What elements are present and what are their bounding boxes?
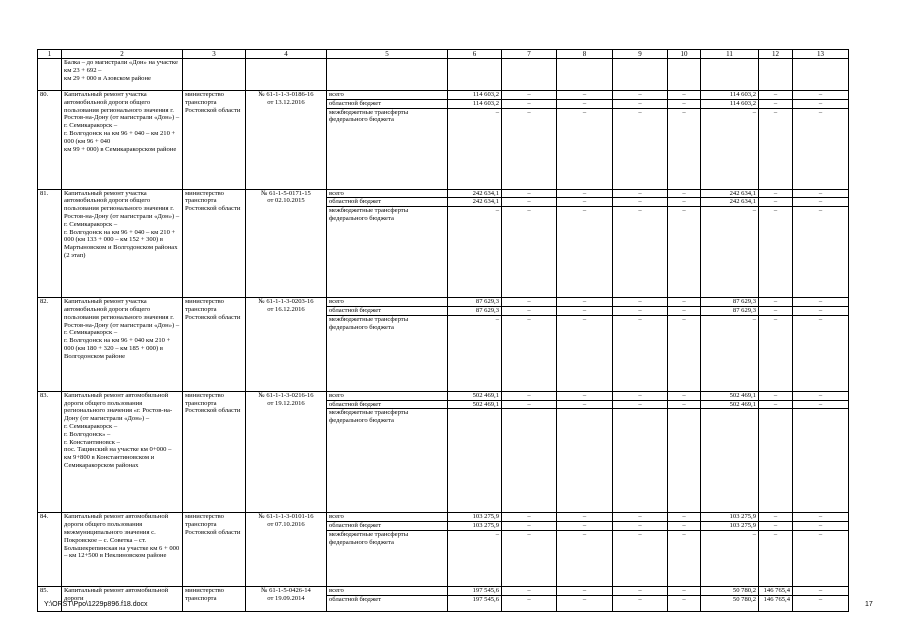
year-value: – — [613, 306, 668, 315]
year-value: – — [613, 198, 668, 207]
year-value: – — [793, 298, 849, 307]
header-cell: 11 — [701, 50, 759, 59]
year-value: – — [613, 315, 668, 391]
year-value: – — [613, 99, 668, 108]
header-cell: 10 — [668, 50, 701, 59]
year-value: – — [668, 530, 701, 586]
approval-doc: № 61-1-5-0426-14 от 19.09.2014 — [246, 586, 327, 611]
table-row — [38, 513, 849, 522]
year-value: – — [502, 391, 557, 400]
cont-name-cell: Балка – до магистрали «Дон» на участке км 23 + 692 – км 29 + 000 в Азовском районе — [62, 59, 183, 91]
year-value: 103 275,9 — [701, 513, 759, 522]
object-name: Капитальный ремонт автомобильной дороги общего пользования межмуниципального значения с. Покровское – с. Советка – ст. Большекрепинская на участке км 6 + 000 – км 12+500 в Неклиновском районе — [62, 513, 183, 587]
empty-cell — [183, 59, 246, 91]
customer-org: министерство транспорта Ростовской области — [183, 298, 246, 392]
year-value: – — [668, 198, 701, 207]
year-value: – — [502, 108, 557, 189]
funding-source: всего — [327, 586, 448, 595]
year-value — [759, 409, 793, 513]
row-number: 83. — [38, 391, 62, 513]
year-value: – — [557, 306, 613, 315]
year-value: – — [613, 513, 668, 522]
year-value: – — [557, 391, 613, 400]
page-number: 17 — [865, 601, 873, 608]
row-number: 85. — [38, 586, 62, 611]
total-value: 242 634,1 — [448, 189, 502, 198]
year-value: – — [793, 99, 849, 108]
year-value: – — [793, 391, 849, 400]
year-value: 87 629,3 — [701, 306, 759, 315]
customer-org: министерство транспорта Ростовской области — [183, 91, 246, 190]
year-value — [701, 409, 759, 513]
row-number: 82. — [38, 298, 62, 392]
year-value: – — [557, 530, 613, 586]
year-value: – — [793, 91, 849, 100]
funding-source: всего — [327, 513, 448, 522]
year-value: – — [668, 522, 701, 531]
customer-org: министерство транспорта Ростовской области — [183, 189, 246, 298]
year-value: – — [668, 189, 701, 198]
year-value: – — [759, 400, 793, 409]
year-value — [502, 409, 557, 513]
approval-doc: № 61-1-1-3-0186-16 от 13.12.2016 — [246, 91, 327, 190]
empty-cell — [246, 59, 327, 91]
total-value: 242 634,1 — [448, 198, 502, 207]
year-value: – — [793, 595, 849, 611]
year-value: – — [502, 189, 557, 198]
year-value: – — [759, 189, 793, 198]
funding-source: всего — [327, 91, 448, 100]
total-value: 502 469,1 — [448, 391, 502, 400]
table-row — [38, 586, 849, 595]
year-value: 146 765,4 — [759, 586, 793, 595]
customer-org: министерство транспорта Ростовской области — [183, 513, 246, 587]
funding-source: областной бюджет — [327, 198, 448, 207]
year-value: – — [557, 207, 613, 298]
year-value: – — [613, 189, 668, 198]
object-name: Капитальный ремонт автомобильной дороги — [62, 586, 183, 611]
year-value: – — [557, 189, 613, 198]
year-value: – — [557, 298, 613, 307]
year-value: – — [557, 99, 613, 108]
document-table — [37, 49, 849, 612]
year-value: 242 634,1 — [701, 189, 759, 198]
object-name: Капитальный ремонт автомобильной дороги общего пользования регионального значения «г. Ростов-на-Дону (от магистрали «Дон») – г. Семикаракорск – г. Волгодонск» – г. Константиновск – пос. Тацинский на участке км 0+000 – км 9+800 в Константиновском и Семикаракорском районах — [62, 391, 183, 513]
year-value: – — [759, 513, 793, 522]
year-value: – — [668, 595, 701, 611]
year-value: – — [502, 315, 557, 391]
header-cell: 8 — [557, 50, 613, 59]
year-value: – — [613, 586, 668, 595]
year-value: – — [668, 400, 701, 409]
year-value: – — [502, 513, 557, 522]
year-value — [793, 409, 849, 513]
empty-cell — [759, 59, 793, 91]
year-value: – — [502, 522, 557, 531]
total-value: – — [448, 315, 502, 391]
year-value: – — [793, 108, 849, 189]
total-value: 103 275,9 — [448, 513, 502, 522]
year-value — [557, 409, 613, 513]
year-value: – — [668, 99, 701, 108]
year-value: – — [701, 207, 759, 298]
header-cell: 3 — [183, 50, 246, 59]
year-value: 146 765,4 — [759, 595, 793, 611]
funding-source: областной бюджет — [327, 400, 448, 409]
year-value: – — [613, 207, 668, 298]
year-value: – — [793, 400, 849, 409]
year-value: – — [701, 108, 759, 189]
header-cell: 9 — [613, 50, 668, 59]
year-value: – — [759, 306, 793, 315]
object-name: Капитальный ремонт участка автомобильной дороги общего пользования регионального значения г. Ростов-на-Дону (от магистрали «Дон») – г. Семикаракорск – г. Волгодонск на км 96 + 040 – км 210 + 000 (км 96 + 040 км 99 + 000) в Семикаракорском районе — [62, 91, 183, 190]
approval-doc: № 61-1-5-0171-15 от 02.10.2015 — [246, 189, 327, 298]
year-value: – — [613, 522, 668, 531]
header-cell: 4 — [246, 50, 327, 59]
year-value: 502 469,1 — [701, 400, 759, 409]
total-value: 114 603,2 — [448, 91, 502, 100]
year-value: 114 603,2 — [701, 99, 759, 108]
total-value: – — [448, 108, 502, 189]
year-value: – — [613, 108, 668, 189]
year-value: – — [613, 91, 668, 100]
funding-source: всего — [327, 298, 448, 307]
empty-cell — [327, 59, 448, 91]
year-value: – — [668, 586, 701, 595]
year-value: – — [759, 99, 793, 108]
year-value: – — [759, 315, 793, 391]
year-value: 103 275,9 — [701, 522, 759, 531]
total-value: 502 469,1 — [448, 400, 502, 409]
header-cell: 7 — [502, 50, 557, 59]
table-row — [38, 189, 849, 198]
year-value: – — [701, 530, 759, 586]
total-value: 197 545,6 — [448, 586, 502, 595]
year-value: – — [668, 306, 701, 315]
table-row — [38, 91, 849, 100]
year-value: – — [793, 207, 849, 298]
year-value: – — [793, 586, 849, 595]
total-value: 103 275,9 — [448, 522, 502, 531]
funding-source: межбюджетные трансферты федерального бюджета — [327, 315, 448, 391]
year-value: 114 603,2 — [701, 91, 759, 100]
year-value: – — [557, 400, 613, 409]
funding-source: межбюджетные трансферты федерального бюджета — [327, 207, 448, 298]
total-value: 87 629,3 — [448, 298, 502, 307]
year-value: 242 634,1 — [701, 198, 759, 207]
year-value: – — [502, 207, 557, 298]
row-number: 81. — [38, 189, 62, 298]
object-name: Капитальный ремонт участка автомобильной дороги общего пользования регионального значения г. Ростов-на-Дону (от магистрали «Дон») – г. Семикаракорск – г. Волгодонск на км 96 + 040 км 210 + 000 (км 180 + 320 – км 185 + 000) в Волгодонском районе — [62, 298, 183, 392]
header-row — [38, 50, 849, 59]
year-value: – — [668, 315, 701, 391]
funding-source: всего — [327, 189, 448, 198]
header-cell: 6 — [448, 50, 502, 59]
year-value: – — [613, 595, 668, 611]
year-value — [668, 409, 701, 513]
year-value: – — [557, 595, 613, 611]
year-value: – — [759, 108, 793, 189]
year-value: – — [759, 298, 793, 307]
file-path-footer: Y:\ORST\Ppo\1229p896.f18.docx — [44, 601, 148, 608]
customer-org: министерство транспорта Ростовской области — [183, 391, 246, 513]
year-value: – — [502, 586, 557, 595]
year-value: – — [502, 400, 557, 409]
customer-org: министерство транспорта — [183, 586, 246, 611]
table-row — [38, 298, 849, 307]
table-row — [38, 391, 849, 400]
year-value: – — [793, 315, 849, 391]
empty-cell — [668, 59, 701, 91]
approval-doc: № 61-1-1-3-0216-16 от 19.12.2016 — [246, 391, 327, 513]
year-value: – — [759, 91, 793, 100]
year-value: – — [759, 522, 793, 531]
year-value: – — [793, 198, 849, 207]
year-value: – — [668, 108, 701, 189]
year-value: – — [668, 91, 701, 100]
year-value: – — [668, 298, 701, 307]
total-value: 197 545,6 — [448, 595, 502, 611]
header-cell: 5 — [327, 50, 448, 59]
year-value: – — [502, 306, 557, 315]
funding-source: межбюджетные трансферты федерального бюджета — [327, 530, 448, 586]
year-value: – — [502, 91, 557, 100]
year-value: – — [793, 530, 849, 586]
approval-doc: № 61-1-1-3-0101-16 от 07.10.2016 — [246, 513, 327, 587]
year-value: – — [502, 595, 557, 611]
year-value: – — [668, 513, 701, 522]
year-value: – — [613, 298, 668, 307]
header-cell: 13 — [793, 50, 849, 59]
year-value: 87 629,3 — [701, 298, 759, 307]
empty-cell — [793, 59, 849, 91]
year-value: – — [668, 391, 701, 400]
total-value: 114 603,2 — [448, 99, 502, 108]
year-value: – — [502, 298, 557, 307]
object-name: Капитальный ремонт участка автомобильной дороги общего пользования регионального значения г. Ростов-на-Дону (от магистрали «Дон») – г. Семикаракорск – г. Волгодонск на км 96 + 040 – км 210 + 000 (км 133 + 000 – км 152 + 300) в Мартыновском и Волгодонском районах (2 этап) — [62, 189, 183, 298]
header-cell: 12 — [759, 50, 793, 59]
continuation-row — [38, 59, 849, 91]
total-value: – — [448, 530, 502, 586]
year-value: – — [502, 99, 557, 108]
approval-doc: № 61-1-1-3-0203-16 от 16.12.2016 — [246, 298, 327, 392]
funding-source: межбюджетные трансферты федерального бюджета — [327, 409, 448, 513]
row-number: 80. — [38, 91, 62, 190]
year-value: – — [793, 513, 849, 522]
empty-cell — [448, 59, 502, 91]
funding-source: областной бюджет — [327, 99, 448, 108]
row-number: 84. — [38, 513, 62, 587]
funding-source: межбюджетные трансферты федерального бюджета — [327, 108, 448, 189]
year-value: – — [668, 207, 701, 298]
year-value: – — [557, 586, 613, 595]
empty-cell — [502, 59, 557, 91]
funding-source: областной бюджет — [327, 522, 448, 531]
year-value: – — [557, 198, 613, 207]
year-value: – — [701, 315, 759, 391]
year-value: – — [759, 530, 793, 586]
year-value: – — [793, 522, 849, 531]
empty-cell — [701, 59, 759, 91]
year-value: – — [557, 522, 613, 531]
total-value — [448, 409, 502, 513]
year-value: – — [557, 315, 613, 391]
funding-source: областной бюджет — [327, 595, 448, 611]
year-value: – — [502, 198, 557, 207]
year-value: – — [502, 530, 557, 586]
header-cell: 2 — [62, 50, 183, 59]
year-value — [613, 409, 668, 513]
year-value: – — [557, 513, 613, 522]
header-cell: 1 — [38, 50, 62, 59]
year-value: – — [759, 207, 793, 298]
year-value: – — [613, 530, 668, 586]
total-value: 87 629,3 — [448, 306, 502, 315]
funding-source: всего — [327, 391, 448, 400]
funding-source: областной бюджет — [327, 306, 448, 315]
year-value: – — [793, 306, 849, 315]
empty-cell — [613, 59, 668, 91]
year-value: – — [613, 391, 668, 400]
empty-cell — [557, 59, 613, 91]
year-value: – — [557, 108, 613, 189]
cont-num-cell — [38, 59, 62, 91]
year-value: – — [759, 391, 793, 400]
year-value: – — [613, 400, 668, 409]
year-value: 50 780,2 — [701, 595, 759, 611]
year-value: – — [793, 189, 849, 198]
year-value: 502 469,1 — [701, 391, 759, 400]
year-value: 50 780,2 — [701, 586, 759, 595]
year-value: – — [557, 91, 613, 100]
year-value: – — [759, 198, 793, 207]
total-value: – — [448, 207, 502, 298]
